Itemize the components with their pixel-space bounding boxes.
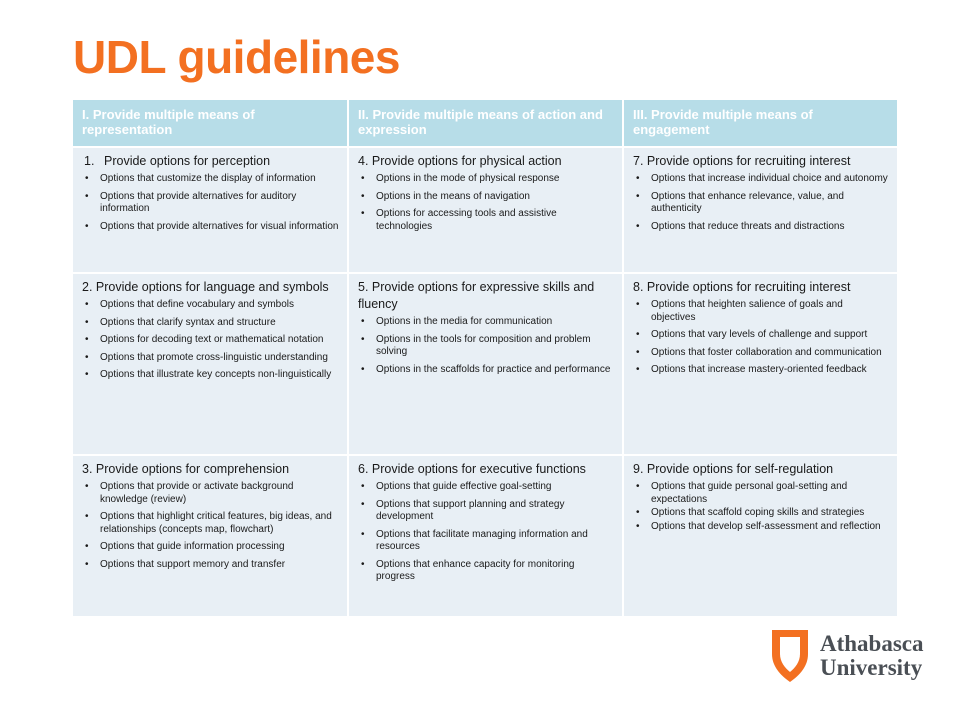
list-item: • Options in the mode of physical response: [358, 173, 614, 186]
list-item: • Options that provide alternatives for auditory information: [82, 191, 339, 216]
option-list: [82, 299, 339, 382]
athabasca-university-logo: [770, 628, 924, 684]
cell-heading: 7. Provide options for recruiting interest: [633, 154, 851, 168]
heading-number: 1.: [84, 154, 95, 168]
cell-heading: 3. Provide options for comprehension: [82, 462, 290, 476]
list-item: • Options that define vocabulary and symbols: [82, 299, 339, 312]
list-item: • Options that highlight critical features, big ideas, and relationships (concepts map, flowchart): [82, 511, 339, 536]
list-item: • Options that provide or activate background knowledge (review): [82, 481, 339, 506]
column-header-representation: I. Provide multiple means of representation: [73, 100, 348, 147]
list-item: • Options that promote cross-linguistic understanding: [82, 352, 339, 365]
list-item: • Options that increase mastery-oriented feedback: [633, 364, 889, 377]
list-item: • Options that facilitate managing information and resources: [358, 529, 614, 554]
cell-heading: 6. Provide options for executive functions: [358, 462, 586, 476]
cell-comprehension: [73, 455, 348, 617]
list-item: • Options that guide effective goal-setting: [358, 481, 614, 494]
cell-language-symbols: [73, 273, 348, 455]
cell-recruiting-interest-2: [623, 273, 897, 455]
table-row: [73, 147, 897, 273]
option-list: [358, 481, 614, 584]
list-item: • Options in the tools for composition and problem solving: [358, 334, 614, 359]
list-item: • Options that heighten salience of goals and objectives: [633, 299, 889, 324]
cell-recruiting-interest: [623, 147, 897, 273]
list-item: • Options that customize the display of information: [82, 173, 339, 186]
list-item: • Options that vary levels of challenge and support: [633, 329, 889, 342]
shield-logo-icon: [770, 628, 810, 684]
list-item: • Options that enhance relevance, value, and authenticity: [633, 191, 889, 216]
option-list: [82, 173, 339, 233]
cell-heading: 5. Provide options for expressive skills and fluency: [358, 280, 595, 311]
cell-expressive-skills: [348, 273, 623, 455]
column-header-action-expression: II. Provide multiple means of action and expression: [348, 100, 623, 147]
option-list: [633, 299, 889, 377]
column-header-engagement: III. Provide multiple means of engagement: [623, 100, 897, 147]
table-row: [73, 273, 897, 455]
list-item: • Options that guide information processing: [82, 541, 339, 554]
option-list: [358, 316, 614, 376]
list-item: • Options in the media for communication: [358, 316, 614, 329]
logo-wordmark: [820, 632, 924, 680]
heading-text: Provide options for perception: [104, 154, 271, 168]
list-item: • Options that support planning and strategy development: [358, 499, 614, 524]
list-item: • Options that scaffold coping skills and strategies: [633, 507, 889, 520]
list-item: • Options that support memory and transfer: [82, 559, 339, 572]
option-list: [633, 481, 889, 533]
udl-guidelines-table: [73, 100, 897, 618]
cell-heading: [82, 153, 339, 170]
list-item: • Options that guide personal goal-setting and expectations: [633, 481, 889, 506]
list-item: • Options that reduce threats and distractions: [633, 221, 889, 234]
cell-heading: 9. Provide options for self-regulation: [633, 462, 834, 476]
list-item: • Options that develop self-assessment and reflection: [633, 521, 889, 534]
cell-physical-action: [348, 147, 623, 273]
list-item: • Options in the scaffolds for practice and performance: [358, 364, 614, 377]
option-list: [358, 173, 614, 233]
list-item: • Options in the means of navigation: [358, 191, 614, 204]
list-item: • Options that increase individual choice and autonomy: [633, 173, 889, 186]
list-item: • Options that enhance capacity for monitoring progress: [358, 559, 614, 584]
cell-heading: 8. Provide options for recruiting interest: [633, 280, 851, 294]
list-item: • Options for accessing tools and assistive technologies: [358, 208, 614, 233]
option-list: [633, 173, 889, 233]
cell-perception: [73, 147, 348, 273]
cell-executive-functions: [348, 455, 623, 617]
list-item: • Options that clarify syntax and structure: [82, 317, 339, 330]
logo-line-2: University: [820, 655, 923, 680]
cell-self-regulation: [623, 455, 897, 617]
page-title: UDL guidelines: [73, 31, 400, 83]
list-item: • Options that illustrate key concepts non-linguistically: [82, 369, 339, 382]
table-row: [73, 455, 897, 617]
list-item: • Options that foster collaboration and communication: [633, 347, 889, 360]
list-item: • Options for decoding text or mathematical notation: [82, 334, 339, 347]
list-item: • Options that provide alternatives for visual information: [82, 221, 339, 234]
table-header-row: [73, 100, 897, 147]
cell-heading: 2. Provide options for language and symbols: [82, 280, 329, 294]
logo-line-1: Athabasca: [820, 631, 924, 656]
cell-heading: 4. Provide options for physical action: [358, 154, 562, 168]
option-list: [82, 481, 339, 571]
